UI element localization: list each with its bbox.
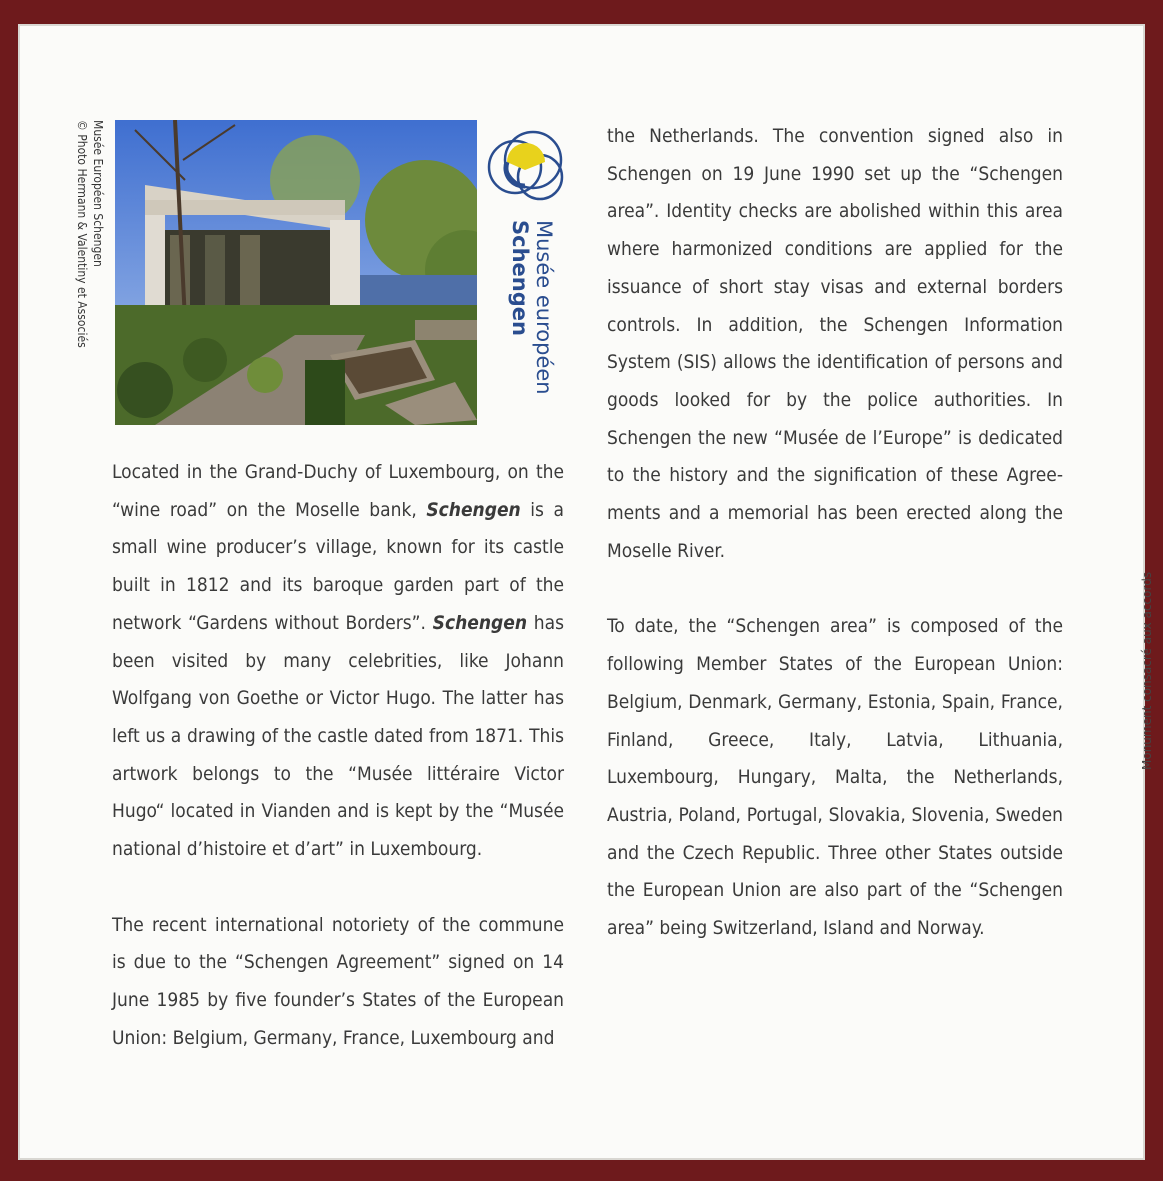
photo-credit-line1: Musée Européen Schengen <box>91 120 105 267</box>
logo-emblem-icon <box>485 122 575 212</box>
text-segment: Located in the Grand-Duchy of Luxembourg, on the “wine road” on the Moselle bank, <box>112 461 564 521</box>
left-column <box>112 454 564 1058</box>
text-segment: is a small wine producer’s village, known for its castle built in 1812 and its baroque garden part of the network “Gardens without Borders”. <box>112 498 564 634</box>
right-paragraph-1: the Netherlands. The convention signed also in Schengen on 19 June 1990 set up the “Schengen area”. Identity checks are abolished within this area where harmonized conditions are applied for the issuance of short stay visas and external borders controls. In addition, the Schengen Information System (SIS) allows the identification of persons and goods looked for by the police authorities. In Schengen the new “Musée de l’Europe” is dedicated to the history and the signification of these Agreements and a memorial has been erected along the Moselle River. <box>607 125 1063 562</box>
edge-caption-text: Monument consacré aux accords <box>1140 571 1154 770</box>
photo-credit <box>66 120 106 420</box>
left-paragraph-2: The recent international notoriety of the commune is due to the “Schengen Agreement” signed on 14 June 1985 by five founder’s States of the European Union: Belgium, Germany, France, Luxembourg and <box>112 913 564 1049</box>
text-segment: has been visited by many celebrities, like Johann Wolfgang von Goethe or Victor Hugo. The latter has left us a drawing of the castle dated from 1871. This artwork belongs to the “Musée littéraire Victor Hugo“ located in Vianden and is kept by the “Musée national d’histoire et d’art” in Luxembourg. <box>112 611 564 861</box>
left-paragraph-1 <box>112 454 564 869</box>
photo-credit-line2: © Photo Hermann & Valentiny et Associés <box>75 120 89 348</box>
emphasis-schengen: Schengen <box>426 498 521 521</box>
right-column <box>607 118 1063 948</box>
right-paragraph-2: To date, the “Schengen area” is composed of the following Member States of the European Union: Belgium, Denmark, Germany, Estonia, Spain, France, Finland, Greece, Italy, Latvia, Lithuania, Luxembourg, Hungary, Malta, the Netherlands, Austria, Poland, Portugal, Slovakia, Slovenia, Sweden and the Czech Republic. Three other States outside the European Union are also part of the “Schengen area” being Switzerland, Island and Norway. <box>607 615 1063 940</box>
edge-caption <box>1132 540 1162 780</box>
museum-logo-text <box>496 220 556 420</box>
logo-line2: Schengen <box>508 220 532 336</box>
emphasis-schengen: Schengen <box>432 611 528 634</box>
museum-photo <box>115 120 477 425</box>
logo-line1: Musée européen <box>532 220 556 395</box>
